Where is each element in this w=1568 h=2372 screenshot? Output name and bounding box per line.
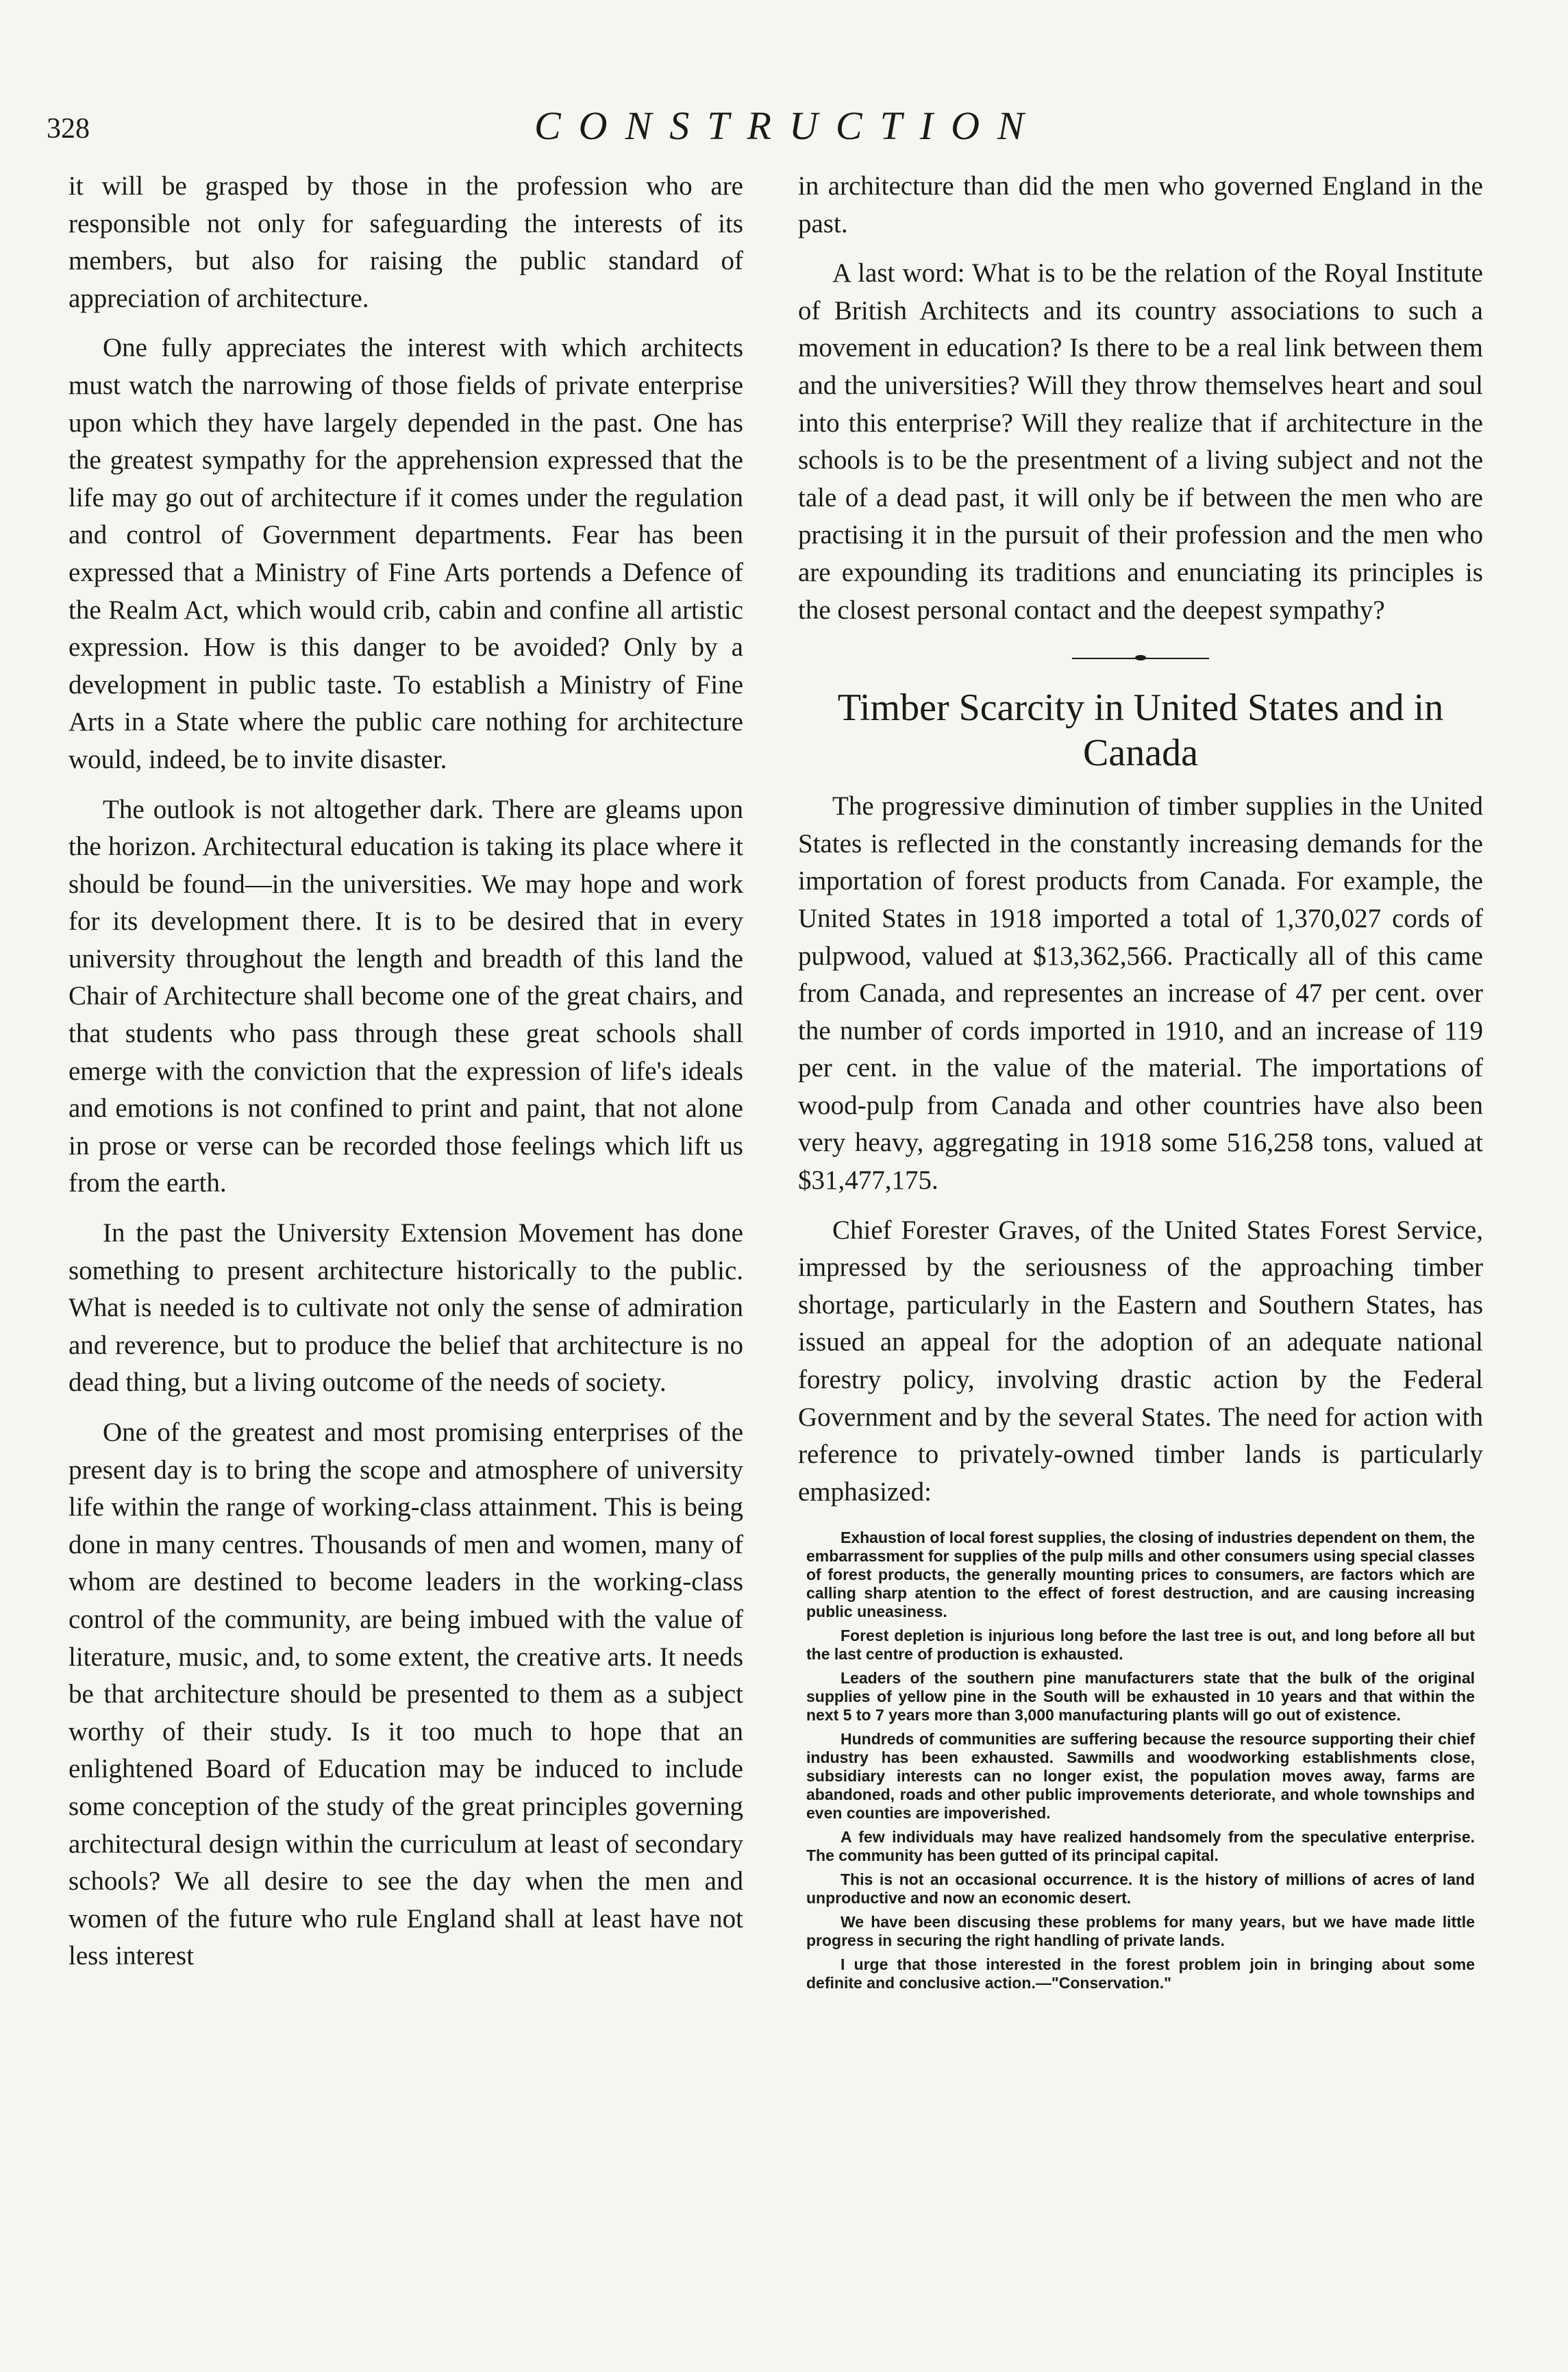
body-paragraph: The progressive diminution of timber supplies in the United States is reflected in the constantly increasing demands for the importation of forest products from Canada. For example, the United States in 1918 imported a total of 1,370,027 cords of pulpwood, valued at $13,362,566. Practically all of this came from Canada, and representes an increase of 47 per cent. over the number of cords imported in 1910, and an increase of 119 per cent. in the value of the material. The importations of wood-pulp from Canada and other countries have also been very heavy, aggregating in 1918 some 516,258 tons, valued at $31,477,175. <box>798 791 1483 1196</box>
body-paragraph: Chief Forester Graves, of the United States Forest Service, impressed by the seriousness of the approaching timber shortage, particularly in the Eastern and Southern States, has issued an appeal for the adoption of an adequate national forestry policy, involving drastic action by the Federal Government and by the several States. The need for action with reference to privately-owned timber lands is particularly emphasized: <box>798 1215 1483 1507</box>
quote-paragraph: Hundreds of communities are suffering because the resource supporting their chief industry has been exhausted. Sawmills and woodworking establishments close, subsidiary interests can no longer exist, the population moves away, farms are abandoned, roads and other public improvements deteriorate, and whole townships and even counties are impoverished. <box>806 1730 1475 1823</box>
quote-paragraph: A few individuals may have realized handsomely from the speculative enterprise. The community has been gutted of its principal capital. <box>806 1828 1475 1865</box>
body-paragraph: in architecture than did the men who governed England in the past. <box>798 171 1483 238</box>
section-divider <box>1072 656 1209 660</box>
article-title: Timber Scarcity in United States and in Canada <box>837 687 1444 775</box>
quote-paragraph: Forest depletion is injurious long before the last tree is out, and long before all but the last centre of production is exhausted. <box>806 1627 1475 1664</box>
quote-paragraph: Leaders of the southern pine manufacturers state that the bulk of the original supplies of yellow pine in the South will be exhausted in 10 years and that within the next 5 to 7 years more than 3,000 manufacturing plants will go out of existence. <box>806 1669 1475 1725</box>
body-paragraph: One fully appreciates the interest with which architects must watch the narrowing of those fields of private enterprise upon which they have largely depended in the past. One has the greatest sympathy for the apprehension expressed that the life may go out of architecture if it comes under the regulation and control of Government departments. Fear has been expressed that a Ministry of Fine Arts portends a Defence of the Realm Act, which would crib, cabin and confine all artistic expression. How is this danger to be avoided? Only by a development in public taste. To establish a Ministry of Fine Arts in a State where the public care nothing for architecture would, indeed, be to invite disaster. <box>69 333 743 774</box>
body-paragraph: One of the greatest and most promising enterprises of the present day is to bring the scope and atmosphere of university life within the range of working-class attainment. This is being done in many centres. Thousands of men and women, many of whom are destined to become leaders in the working-class control of the community, are being imbued with the value of literature, music, and, to some extent, the creative arts. It needs be that architecture should be presented to them as a subject worthy of their study. Is it too much to hope that an enlightened Board of Education may be induced to include some conception of the study of the great principles governing architectural design within the curriculum at least of secondary schools? We all desire to see the day when the men and women of the future who rule England shall at least have not less interest <box>69 1418 743 1971</box>
divider-ornament <box>1135 655 1146 660</box>
body-paragraph: In the past the University Extension Movement has done something to present architecture historically to the public. What is needed is to cultivate not only the sense of admiration and reverence, but to produce the belief that architecture is no dead thing, but a living outcome of the needs of society. <box>69 1218 743 1398</box>
quote-paragraph: We have been discusing these problems for many years, but we have made little progress in securing the right handling of private lands. <box>806 1913 1475 1950</box>
page-number: 328 <box>47 113 90 145</box>
body-paragraph: The outlook is not altogether dark. There are gleams upon the horizon. Architectural education is taking its place where it should be found—in the universities. We may hope and work for its development there. It is to be desired that in every university throughout the length and breadth of this land the Chair of Architecture shall become one of the great chairs, and that students who pass through these great schools shall emerge with the conviction that the expression of life's ideals and emotions is not confined to print and paint, that not alone in prose or verse can be recorded those feelings which lift us from the earth. <box>69 794 743 1198</box>
journal-title: CONSTRUCTION <box>534 103 1042 148</box>
quote-paragraph: This is not an occasional occurrence. It is the history of millions of acres of land unproductive and now an economic desert. <box>806 1870 1475 1907</box>
right-column <box>798 168 1483 1992</box>
left-column <box>69 168 743 1975</box>
quote-paragraph: Exhaustion of local forest supplies, the closing of industries dependent on them, the embarrassment for supplies of the pulp mills and other consumers using special classes of forest products, the generally mounting prices to consumers, are factors which are calling sharp atention to the effect of forest destruction, and are causing increasing public uneasiness. <box>806 1529 1475 1621</box>
quote-paragraph: I urge that those interested in the forest problem join in bringing about some definite and conclusive action.—"Conservation." <box>806 1955 1475 1992</box>
body-paragraph: A last word: What is to be the relation of the Royal Institute of British Architects and its country associations to such a movement in education? Is there to be a real link between them and the universities? Will they throw themselves heart and soul into this enterprise? Will they realize that if architecture in the schools is to be the presentment of a living subject and not the tale of a dead past, it will only be if between the men who are practising it in the pursuit of their profession and the men who are expounding its traditions and enunciating its principles is the closest personal contact and the deepest sympathy? <box>798 258 1483 625</box>
body-paragraph: it will be grasped by those in the profession who are responsible not only for safeguarding the interests of its members, but also for raising the public standard of appreciation of architecture. <box>69 171 743 313</box>
page-header <box>0 103 1568 158</box>
block-quote <box>798 1529 1483 1992</box>
